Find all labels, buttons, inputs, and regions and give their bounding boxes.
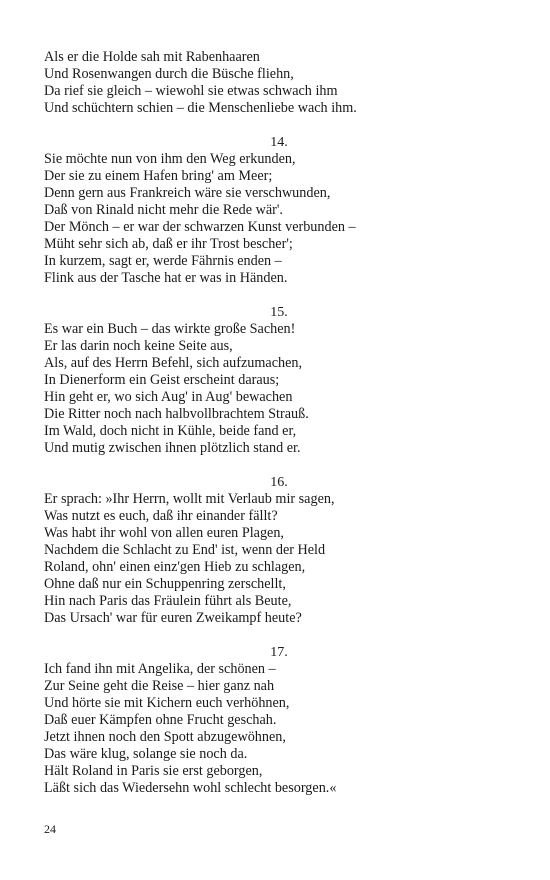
- page-body: [44, 49, 514, 797]
- verse-line: Daß euer Kämpfen ohne Frucht geschah.: [44, 712, 277, 728]
- verse-line: In kurzem, sagt er, werde Fährnis enden –: [44, 253, 282, 269]
- verse-line: Hin nach Paris das Fräulein führt als Beute,: [44, 593, 292, 609]
- verse-line: Der sie zu einem Hafen bring' am Meer;: [44, 168, 273, 184]
- verse-line: Da rief sie gleich – wiewohl sie etwas schwach ihm: [44, 83, 338, 99]
- verse-line: Daß von Rinald nicht mehr die Rede wär'.: [44, 202, 283, 218]
- verse-line: Und Rosenwangen durch die Büsche fliehn,: [44, 66, 294, 82]
- page-number: 24: [44, 822, 56, 836]
- stanza-17: [44, 644, 514, 797]
- stanza-number: 16.: [270, 475, 288, 490]
- verse-line: Was nutzt es euch, daß ihr einander fällt?: [44, 508, 278, 524]
- verse-line: Er sprach: »Ihr Herrn, wollt mit Verlaub mir sagen,: [44, 491, 335, 507]
- verse-line: Und hörte sie mit Kichern euch verhöhnen,: [44, 695, 290, 711]
- verse-line: Denn gern aus Frankreich wäre sie verschwunden,: [44, 185, 331, 201]
- verse-line: Und schüchtern schien – die Menschenliebe wach ihm.: [44, 100, 357, 116]
- verse-line: Im Wald, doch nicht in Kühle, beide fand er,: [44, 423, 297, 439]
- verse-line: In Dienerform ein Geist erscheint daraus;: [44, 372, 280, 388]
- verse-line: Als er die Holde sah mit Rabenhaaren: [44, 49, 260, 65]
- verse-line: Flink aus der Tasche hat er was in Händen.: [44, 270, 288, 286]
- verse-line: Und mutig zwischen ihnen plötzlich stand er.: [44, 440, 301, 456]
- verse-line: Es war ein Buch – das wirkte große Sachen!: [44, 321, 296, 337]
- verse-line: Jetzt ihnen noch den Spott abzugewöhnen,: [44, 729, 286, 745]
- verse-line: Ohne daß nur ein Schuppenring zerschellt,: [44, 576, 286, 592]
- verse-line: Nachdem die Schlacht zu End' ist, wenn der Held: [44, 542, 326, 558]
- verse-line: Roland, ohn' einen einz'gen Hieb zu schlagen,: [44, 559, 306, 575]
- stanza-14: [44, 134, 514, 287]
- verse-line: Sie möchte nun von ihm den Weg erkunden,: [44, 151, 296, 167]
- stanza-number: 17.: [270, 645, 288, 660]
- stanza-number: 15.: [270, 305, 288, 320]
- verse-line: Der Mönch – er war der schwarzen Kunst verbunden –: [44, 219, 356, 235]
- verse-line: Hin geht er, wo sich Aug' in Aug' bewachen: [44, 389, 293, 405]
- stanza-13-continuation: [44, 49, 514, 117]
- stanza-15: [44, 304, 514, 457]
- stanza-number: 14.: [270, 135, 288, 150]
- stanza-16: [44, 474, 514, 627]
- verse-line: Ich fand ihn mit Angelika, der schönen –: [44, 661, 276, 677]
- verse-line: Hält Roland in Paris sie erst geborgen,: [44, 763, 263, 779]
- verse-line: Er las darin noch keine Seite aus,: [44, 338, 233, 354]
- verse-line: Das wäre klug, solange sie noch da.: [44, 746, 248, 762]
- verse-line: Zur Seine geht die Reise – hier ganz nah: [44, 678, 275, 694]
- verse-line: Läßt sich das Wiedersehn wohl schlecht besorgen.«: [44, 780, 337, 796]
- verse-line: Müht sehr sich ab, daß er ihr Trost bescher';: [44, 236, 293, 252]
- verse-line: Als, auf des Herrn Befehl, sich aufzumachen,: [44, 355, 303, 371]
- verse-line: Die Ritter noch nach halbvollbrachtem Strauß.: [44, 406, 309, 422]
- verse-line: Was habt ihr wohl von allen euren Plagen,: [44, 525, 284, 541]
- verse-line: Das Ursach' war für euren Zweikampf heute?: [44, 610, 302, 626]
